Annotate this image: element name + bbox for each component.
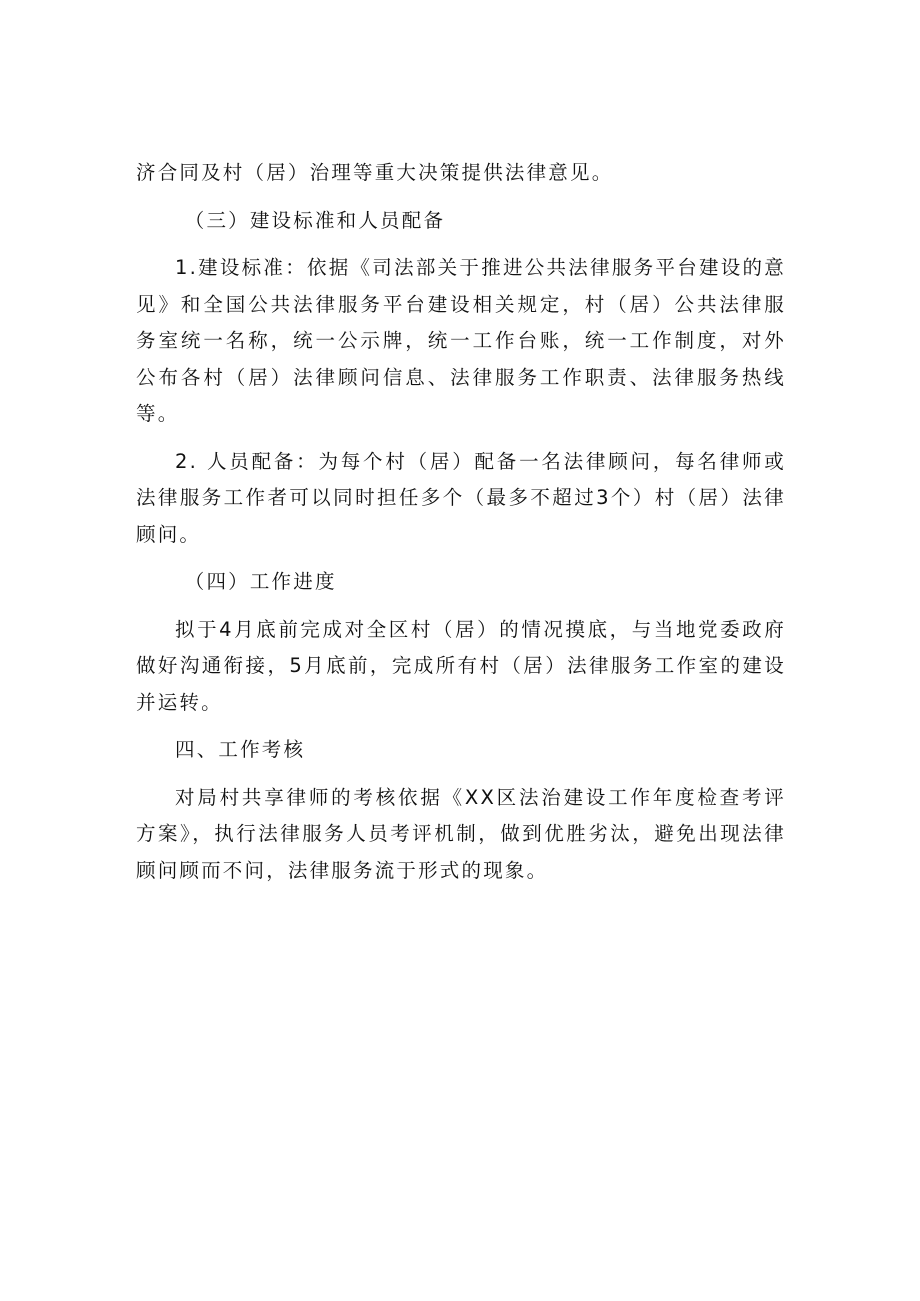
paragraph-continuation: 济合同及村（居）治理等重大决策提供法律意见。 — [136, 161, 614, 184]
paragraph-work-assessment: 对局村共享律师的考核依据《XX区法治建设工作年度检查考评方案》，执行法律服务人员考评机制，做到优胜劣汰，避免出现法律顾问顾而不问，法律服务流于形式的现象。 — [136, 785, 786, 882]
document-body — [136, 155, 786, 900]
heading-work-assessment: 四、工作考核 — [175, 738, 306, 761]
paragraph-work-progress: 拟于4月底前完成对全区村（居）的情况摸底，与当地党委政府做好沟通衔接，5月底前，完成所有村（居）法律服务工作室的建设并运转。 — [136, 617, 786, 714]
paragraph-staffing: 2. 人员配备：为每个村（居）配备一名法律顾问，每名律师或法律服务工作者可以同时担任多个（最多不超过3个）村（居）法律顾问。 — [136, 449, 786, 546]
paragraph-construction-standard: 1.建设标准：依据《司法部关于推进公共法律服务平台建设的意见》和全国公共法律服务平台建设相关规定，村（居）公共法律服务室统一名称，统一公示牌，统一工作台账，统一工作制度，对外公布各村（居）法律顾问信息、法律服务工作职责、法律服务热线等。 — [136, 256, 786, 425]
subheading-work-progress: （四）工作进度 — [184, 570, 337, 593]
subheading-construction-standards: （三）建设标准和人员配备 — [184, 208, 446, 232]
